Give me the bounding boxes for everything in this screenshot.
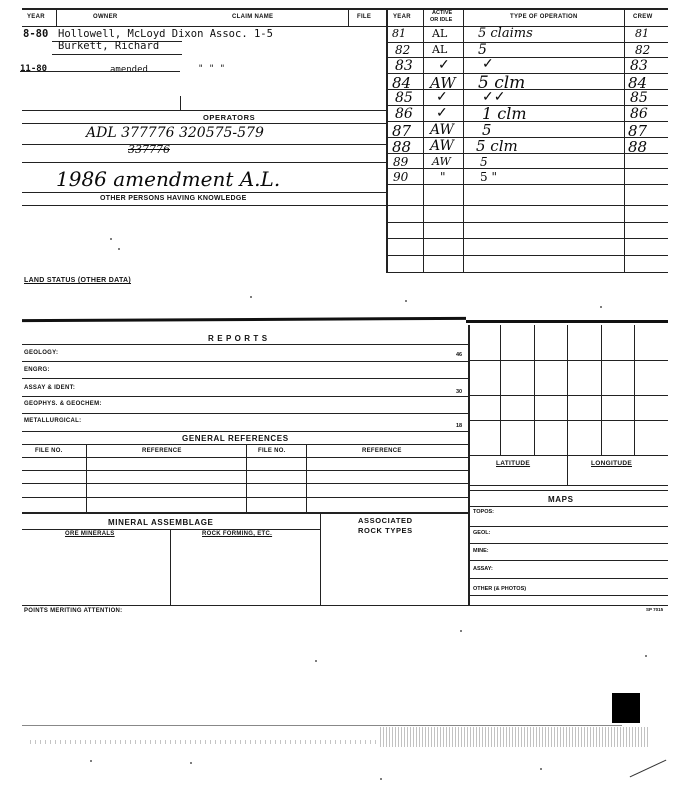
black-square-mark	[612, 693, 640, 723]
latitude-label: LATITUDE	[496, 460, 531, 467]
noise-band	[380, 727, 650, 747]
op-type: 5 "	[480, 170, 497, 184]
op-crew: 81	[635, 27, 649, 40]
report-geophys: GEOPHYS. & GEOCHEM:	[24, 401, 102, 407]
ore-minerals-label: ORE MINERALS	[65, 531, 115, 537]
op-type: 5	[480, 155, 488, 169]
header-claim-name: CLAIM NAME	[232, 14, 274, 20]
op-year: 86	[395, 106, 413, 122]
report-metallurgical: METALLURGICAL:	[24, 418, 82, 424]
header-year: YEAR	[27, 14, 45, 20]
header-file: FILE	[357, 14, 372, 20]
corner-stroke	[630, 760, 667, 778]
gen-ref-file-no-2: FILE NO.	[258, 448, 286, 454]
op-crew: 88	[628, 138, 648, 156]
op-crew: 84	[628, 74, 648, 92]
op-year: 82	[395, 43, 411, 57]
maps-assay: ASSAY:	[473, 566, 493, 572]
report-assay-num: 30	[456, 389, 463, 395]
op-year: 85	[395, 90, 413, 106]
op-year: 89	[393, 155, 409, 169]
owner-text: Burkett, Richard	[58, 40, 160, 52]
op-type: 5 clm	[476, 137, 518, 155]
form-number: SP 7015	[646, 607, 664, 612]
op-status: ✓	[438, 57, 450, 73]
op-type: 5	[478, 42, 487, 58]
gen-ref-file-no-1: FILE NO.	[35, 448, 63, 454]
mineral-assemblage-title: MINERAL ASSEMBLAGE	[108, 518, 214, 527]
maps-other: OTHER (& PHOTOS)	[473, 586, 527, 592]
report-geology-num: 46	[456, 352, 463, 358]
noise-band-left	[30, 740, 380, 744]
gen-ref-reference-2: REFERENCE	[362, 448, 402, 454]
op-type: 1 clm	[482, 104, 527, 123]
owner-ditto: " " "	[198, 64, 226, 74]
operators-line-3: 1986 amendment A.L.	[56, 167, 281, 191]
op-type: 5	[482, 121, 492, 139]
op-status: AL	[432, 43, 448, 56]
maps-mine: MINE:	[473, 548, 489, 554]
reports-title: R E P O R T S	[208, 334, 268, 343]
header-crew: CREW	[633, 14, 653, 20]
header-type-of-operation: TYPE OF OPERATION	[510, 14, 578, 20]
op-status: AW	[430, 122, 454, 138]
land-status-label: LAND STATUS (OTHER DATA)	[24, 277, 132, 284]
operators-title: OPERATORS	[203, 113, 256, 122]
op-status: AW	[430, 74, 456, 92]
maps-geol: GEOL:	[473, 530, 491, 536]
owner-year: 8-80	[23, 28, 49, 40]
header-or-idle: OR IDLE	[430, 17, 453, 23]
maps-topos: TOPOS:	[473, 509, 494, 515]
maps-title: MAPS	[548, 495, 574, 504]
other-persons-label: OTHER PERSONS HAVING KNOWLEDGE	[100, 195, 247, 202]
op-year: 87	[392, 122, 412, 140]
op-type: ✓✓	[482, 89, 506, 105]
op-year: 81	[392, 27, 406, 40]
op-status: ✓	[436, 89, 448, 105]
associated-label: ASSOCIATED	[358, 516, 413, 525]
op-crew: 82	[635, 43, 651, 57]
report-geology: GEOLOGY:	[24, 350, 59, 356]
gen-ref-reference-1: REFERENCE	[142, 448, 182, 454]
op-type: 5 clm	[478, 73, 526, 93]
op-crew: 86	[630, 106, 648, 122]
owner-amended: amended	[110, 65, 148, 75]
op-crew: 83	[630, 58, 648, 74]
op-year: 83	[395, 58, 413, 74]
op-status: AW	[430, 138, 454, 154]
op-status: ✓	[436, 105, 448, 121]
report-metallurgical-num: 18	[456, 423, 463, 429]
owner-year: 11-80	[20, 64, 48, 74]
header-owner: OWNER	[93, 14, 118, 20]
op-status: "	[440, 170, 446, 184]
header-year-ops: YEAR	[393, 14, 411, 20]
report-engrg: ENGRG:	[24, 367, 50, 373]
rock-types-label: ROCK TYPES	[358, 526, 413, 535]
op-crew: 87	[628, 122, 648, 140]
op-year: 88	[392, 138, 412, 156]
operators-line-2: 337776	[128, 143, 170, 156]
operators-line-1: ADL 377776 320575-579	[86, 125, 264, 141]
points-meriting-attention-label: POINTS MERITING ATTENTION:	[24, 608, 123, 614]
longitude-label: LONGITUDE	[591, 460, 632, 467]
op-year: 84	[392, 74, 412, 92]
header-active: ACTIVE	[432, 10, 453, 16]
op-type: 5 claims	[478, 26, 533, 41]
scan-line	[22, 725, 622, 726]
op-type: ✓	[482, 56, 494, 72]
report-assay: ASSAY & IDENT:	[24, 385, 76, 391]
op-status: AW	[432, 155, 451, 168]
rock-forming-label: ROCK FORMING, ETC.	[202, 531, 273, 537]
op-year: 90	[393, 170, 409, 184]
op-crew: 85	[630, 90, 648, 106]
owner-text: Hollowell, McLoyd Dixon Assoc. 1-5	[58, 28, 273, 40]
general-references-title: GENERAL REFERENCES	[182, 434, 289, 443]
op-status: AL	[432, 27, 448, 40]
